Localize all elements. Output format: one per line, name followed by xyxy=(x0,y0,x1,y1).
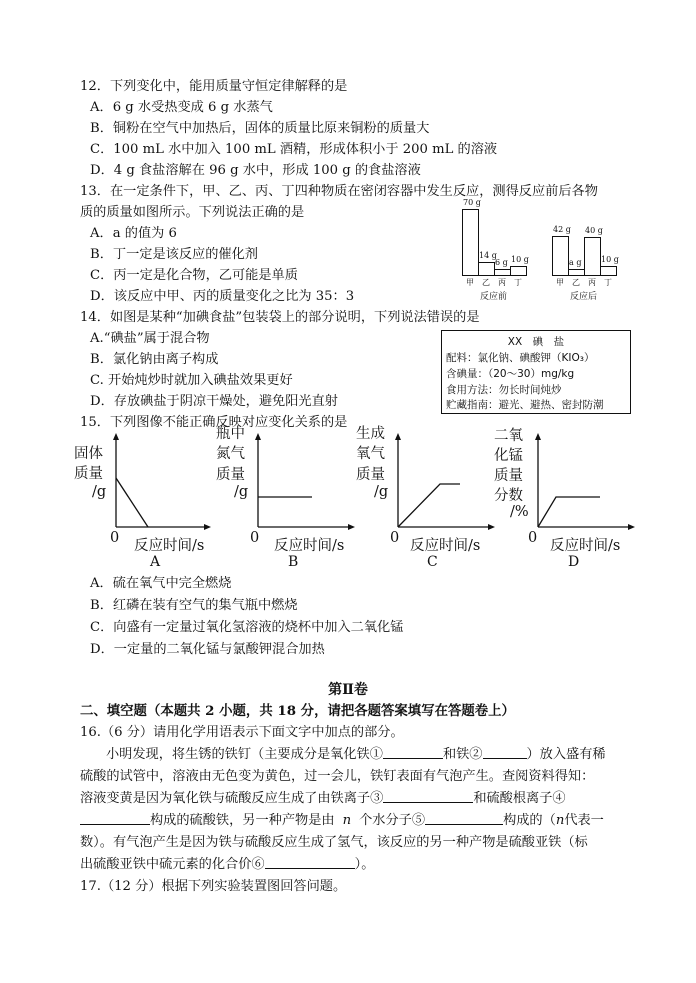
salt-label-storage: 贮藏指南：避光、避热、密封防潮 xyxy=(446,399,604,411)
graph-d-ylabel-2: 化锰 xyxy=(494,448,523,464)
q13-option-b: B．丁一定是该反应的催化剂 xyxy=(90,247,258,262)
before-category-2: 丙 xyxy=(498,278,506,287)
before-category-0: 甲 xyxy=(466,278,474,287)
q13-option-a: A．a 的值为 6 xyxy=(90,226,177,241)
after-category-0: 甲 xyxy=(556,278,564,287)
q16-var-n: n xyxy=(555,813,565,828)
graph-d xyxy=(492,430,637,575)
graph-d-ylabel-3: 质量 xyxy=(494,468,523,484)
graph-b-ylabel-2: 氮气 xyxy=(216,446,245,462)
section-two-heading: 二、填空题（本题共 2 小题，共 18 分，请把各题答案填写在答题卷上） xyxy=(80,703,515,719)
after-caption: 反应后 xyxy=(570,292,598,302)
q16-line-3 xyxy=(80,789,566,809)
graph-c xyxy=(352,426,497,575)
graph-d-ylabel-1: 二氧 xyxy=(494,428,523,444)
q13-stem-line1: 13．在一定条件下，甲、乙、丙、丁四种物质在密闭容器中发生反应，测得反应前后各物 xyxy=(80,184,598,199)
graph-b-letter: B xyxy=(288,554,299,570)
answer-blank-5[interactable] xyxy=(425,811,503,825)
answer-blank-2[interactable] xyxy=(483,745,527,759)
q15-option-b: B．红磷在装有空气的集气瓶中燃烧 xyxy=(90,598,298,613)
before-value-label-3: 10 g xyxy=(511,254,529,264)
q16-line-1 xyxy=(106,745,606,765)
after-baseline xyxy=(552,275,616,276)
graph-a-origin: 0 xyxy=(110,530,120,546)
salt-label-title: XX 碘 盐 xyxy=(507,336,565,348)
q14-stem: 14．如图是某种“加碘食盐”包装袋上的部分说明，下列说法错误的是 xyxy=(80,310,480,325)
graph-b-plot xyxy=(212,430,357,550)
q14-option-a: A.“碘盐”属于混合物 xyxy=(90,331,210,346)
graph-a-curve xyxy=(116,478,148,527)
graph-c-plot xyxy=(352,430,497,550)
after-value-label-2: 40 g xyxy=(585,226,603,236)
graph-c-letter: C xyxy=(427,554,438,570)
q12-option-d: D．4 g 食盐溶解在 96 g 水中，形成 100 g 的食盐溶液 xyxy=(90,163,421,178)
q13-option-c: C．丙一定是化合物，乙可能是单质 xyxy=(90,268,298,283)
q16-text: 和铁② xyxy=(442,747,483,762)
answer-blank-1[interactable] xyxy=(383,745,443,759)
q16-text: ）放入盛有稀 xyxy=(526,747,606,762)
q16-text: ）。 xyxy=(354,857,375,872)
graph-c-curve xyxy=(398,484,460,527)
q14-option-c: C. 开始炖炒时就加入碘盐效果更好 xyxy=(90,373,293,388)
before-baseline xyxy=(462,275,526,276)
q15-option-c: C．向盛有一定量过氧化氢溶液的烧杯中加入二氧化锰 xyxy=(90,620,404,635)
graph-c-xlabel: 反应时间/s xyxy=(410,538,481,554)
before-caption: 反应前 xyxy=(480,292,508,302)
graph-a-ylabel-3: /g xyxy=(92,484,107,500)
graph-b-xlabel: 反应时间/s xyxy=(274,538,345,554)
after-bar-0 xyxy=(552,236,569,276)
graph-c-origin: 0 xyxy=(390,530,400,546)
after-value-label-0: 42 g xyxy=(553,224,571,234)
q16-text: 代表一 xyxy=(564,813,604,828)
graph-a-ylabel-2: 质量 xyxy=(74,466,103,482)
after-reaction-chart xyxy=(548,195,632,305)
q16-stem: 16.（6 分）请用化学用语表示下面文字中加点的部分。 xyxy=(80,725,404,740)
q16-text: 溶液变黄是因为氧化铁与硫酸反应生成了由铁离子③ xyxy=(80,791,384,806)
before-category-3: 丁 xyxy=(514,278,522,287)
after-bar-2 xyxy=(584,237,601,276)
answer-blank-4[interactable] xyxy=(80,811,150,825)
after-category-3: 丁 xyxy=(604,278,612,287)
graph-d-curve xyxy=(538,497,600,527)
graph-b-origin: 0 xyxy=(250,530,260,546)
graph-d-letter: D xyxy=(568,554,580,570)
graph-b-ylabel-1: 瓶中 xyxy=(216,426,245,442)
q16-line-2: 硫酸的试管中，溶液由无色变为黄色，过一会儿，铁钉表面有气泡产生。查阅资料得知： xyxy=(80,769,595,784)
graph-a-xlabel: 反应时间/s xyxy=(134,538,205,554)
graph-d-ylabel-5: /% xyxy=(510,504,529,520)
q12-option-b: B．铜粉在空气中加热后，固体的质量比原来铜粉的质量大 xyxy=(90,121,430,136)
before-value-label-1: 14 g xyxy=(479,250,497,260)
q16-text: 个水分子⑤ xyxy=(359,813,426,828)
before-bar-0 xyxy=(462,209,479,276)
q13-option-d: D．该反应中甲、丙的质量变化之比为 35：3 xyxy=(90,289,355,304)
graph-c-ylabel-2: 氧气 xyxy=(356,446,385,462)
before-reaction-chart xyxy=(458,195,542,305)
q13-stem-line2: 质的质量如图所示。下列说法正确的是 xyxy=(80,205,305,220)
q15-option-d: D．一定量的二氧化锰与氯酸钾混合加热 xyxy=(90,642,325,657)
salt-label-ingredients: 配料：氯化钠、碘酸钾（KIO₃） xyxy=(446,352,595,364)
after-value-label-3: 10 g xyxy=(601,254,619,264)
q16-line-4 xyxy=(80,811,604,831)
q15-option-a: A．硫在氧气中完全燃烧 xyxy=(90,576,232,591)
q16-var-n: n xyxy=(342,813,352,828)
salt-label-usage: 食用方法：勿长时间炖炒 xyxy=(446,384,562,396)
graph-b-ylabel-3: 质量 xyxy=(216,467,245,483)
q16-line-6 xyxy=(80,855,374,875)
salt-label-iodine: 含碘量：（20～30）mg/kg xyxy=(446,368,575,380)
iodized-salt-label xyxy=(441,330,631,414)
graph-a-ylabel-1: 固体 xyxy=(74,446,103,462)
part-two-title: 第Ⅱ卷 xyxy=(328,682,368,698)
graph-a-plot xyxy=(70,430,210,550)
before-value-label-2: 6 g xyxy=(495,258,508,267)
answer-blank-6[interactable] xyxy=(265,855,355,869)
graph-c-ylabel-3: 质量 xyxy=(356,467,385,483)
before-category-1: 乙 xyxy=(482,278,490,287)
graph-b-ylabel-4: /g xyxy=(234,484,249,500)
q16-line-5: 数）。有气泡产生是因为铁与硫酸反应生成了氢气，该反应的另一种产物是硫酸亚铁（标 xyxy=(80,835,588,850)
q16-text: 构成的硫酸铁，另一种产物是由 xyxy=(150,813,335,828)
before-value-label-0: 70 g xyxy=(463,198,481,208)
q17-stem: 17.（12 分）根据下列实验装置图回答问题。 xyxy=(80,879,347,894)
q16-text: 出硫酸亚铁中硫元素的化合价⑥ xyxy=(80,857,265,872)
graph-d-plot xyxy=(492,430,637,550)
q16-text: 构成的（ xyxy=(503,813,556,828)
q16-text: 小明发现，将生锈的铁钉（主要成分是氧化铁① xyxy=(106,747,383,762)
after-value-label-1: a g xyxy=(569,258,582,267)
graph-d-origin: 0 xyxy=(528,530,538,546)
q12-option-c: C．100 mL 水中加入 100 mL 酒精，形成体积小于 200 mL 的溶液 xyxy=(90,142,498,157)
after-category-1: 乙 xyxy=(572,278,580,287)
graph-a xyxy=(70,430,210,575)
graph-b xyxy=(212,426,357,575)
q15-stem: 15．下列图像不能正确反映对应变化关系的是 xyxy=(80,415,348,430)
q14-option-d: D．存放碘盐于阴凉干燥处，避免阳光直射 xyxy=(90,394,338,409)
q16-text: 和硫酸根离子④ xyxy=(473,791,566,806)
graph-d-ylabel-4: 分数 xyxy=(494,488,523,504)
graph-d-xlabel: 反应时间/s xyxy=(550,538,621,554)
q14-option-b: B．氯化钠由离子构成 xyxy=(90,352,219,367)
q12-option-a: A．6 g 水受热变成 6 g 水蒸气 xyxy=(90,100,273,115)
before-bar-1 xyxy=(478,262,495,276)
graph-c-ylabel-1: 生成 xyxy=(356,426,385,442)
after-category-2: 丙 xyxy=(588,278,596,287)
graph-a-letter: A xyxy=(150,554,161,570)
graph-c-ylabel-4: /g xyxy=(374,484,389,500)
answer-blank-3[interactable] xyxy=(383,789,473,803)
q12-stem: 12．下列变化中，能用质量守恒定律解释的是 xyxy=(80,79,348,94)
